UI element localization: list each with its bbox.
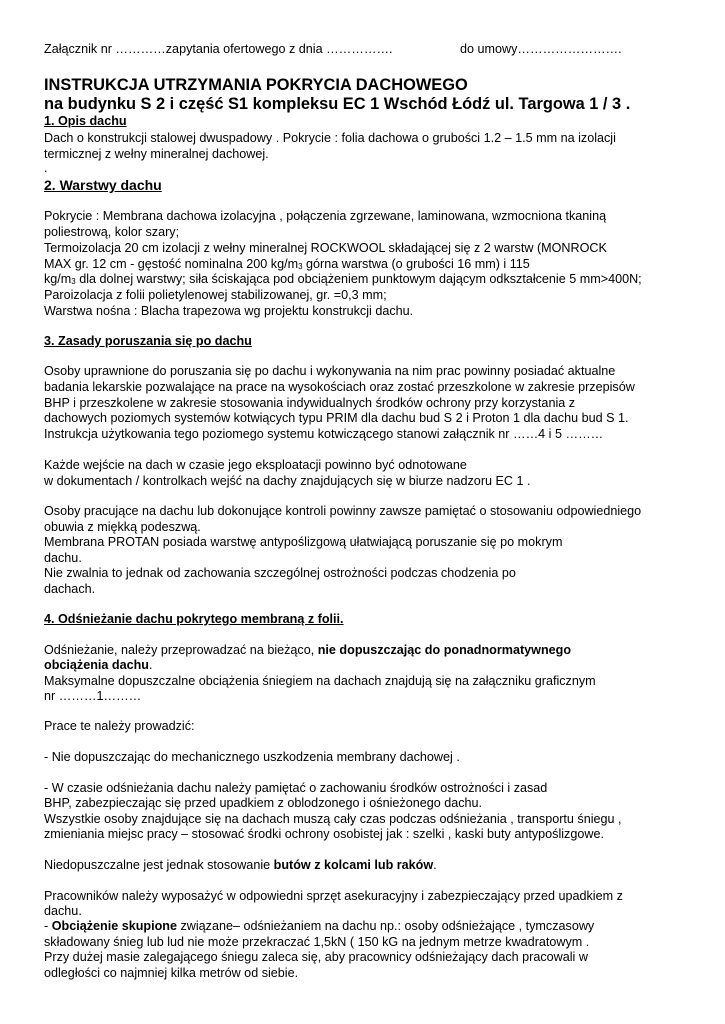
section3-text-line: dachach. — [44, 582, 96, 596]
section4-text-line: Niedopuszczalne jest jednak stosowanie butów z kolcami lub raków. — [44, 858, 437, 872]
section4-text-line: Wszystkie osoby znajdujące się na dachach muszą cały czas podczas odśnieżania , transportu śniegu , — [44, 812, 622, 826]
section1-dot: . — [44, 161, 48, 175]
section1-text-line: Dach o konstrukcji stalowej dwuspadowy . Pokrycie : folia dachowa o grubości 1.2 – 1.5 mm na izolacji — [44, 131, 616, 145]
section2-text-line: poliestrową, kolor szary; — [44, 225, 180, 239]
attachment-header-left: Załącznik nr …………zapytania ofertowego z dnia ……………. — [44, 42, 393, 56]
section1-text-line: termicznej z wełny mineralnej dachowej. — [44, 147, 269, 161]
section4-text-line: - Nie dopuszczając do mechanicznego uszkodzenia membrany dachowej . — [44, 750, 460, 764]
section3-text-line: BHP i przeszkolene w zakresie stosowania indywidualnych środków ochrony przy korzystania z — [44, 396, 576, 410]
section3-heading: 3. Zasady poruszania się po dachu — [44, 334, 252, 348]
section2-text-line: Termoizolacja 20 cm izolacji z wełny mineralnej ROCKWOOL składającej się z 2 warstw (MONROCK — [44, 241, 607, 255]
section3-text-line: Instrukcja użytkowania tego poziomego systemu kotwiczącego stanowi załącznik nr ……4 i 5 ……… — [44, 427, 604, 441]
document-title-line1: INSTRUKCJA UTRZYMANIA POKRYCIA DACHOWEGO — [44, 76, 468, 94]
emphasis-text: obciążenia dachu — [44, 658, 149, 672]
section3-text-line: Osoby uprawnione do poruszania się po dachu i wykonywania na nim prac powinny posiadać aktualne — [44, 364, 616, 378]
section4-text-line: Pracowników należy wyposażyć w odpowiedni sprzęt asekuracyjny i zabezpieczający przed upadkiem z — [44, 889, 623, 903]
section2-text-line: Paroizolacja z folii polietylenowej stabilizowanej, gr. =0,3 mm; — [44, 288, 387, 302]
section3-text-line: badania lekarskie pozwalające na prace na wysokościach oraz zostać przeszkolone w zakresie przepisów — [44, 380, 635, 394]
section2-text-line: MAX gr. 12 cm - gęstość nominalna 200 kg/m3 górna warstwa (o grubości 16 mm) i 115 — [44, 257, 530, 271]
section2-text-line: Pokrycie : Membrana dachowa izolacyjna , połączenia zgrzewane, laminowana, wzmocniona tkaniną — [44, 209, 607, 223]
document-title-line2: na budynku S 2 i część S1 kompleksu EC 1 Wschód Łódź ul. Targowa 1 / 3 . — [44, 95, 631, 113]
section3-text-line: w dokumentach / kontrolkach wejść na dachy znajdujących się w biurze nadzoru EC 1 . — [44, 474, 531, 488]
section2-heading: 2. Warstwy dachu — [44, 177, 162, 193]
section2-text-line: kg/m3 dla dolnej warstwy; siła ściskająca pod obciążeniem punktowym dającym odkształcenie 5 mm>400N; — [44, 272, 642, 286]
section4-text-line: - Obciążenie skupione związane– odśnieżaniem na dachu np.: osoby odśnieżające , tymczasowy — [44, 919, 595, 933]
section4-text-line: Prace te należy prowadzić: — [44, 719, 195, 733]
section4-text-line: Maksymalne dopuszczalne obciążenia śniegiem na dachach znajdują się na załączniku graficznym — [44, 674, 596, 688]
section3-text-line: Każde wejście na dach w czasie jego eksploatacji powinno być odnotowane — [44, 458, 467, 472]
section3-text-line: Nie zwalnia to jednak od zachowania szczególnej ostrożności podczas chodzenia po — [44, 566, 516, 580]
section4-heading: 4. Odśnieżanie dachu pokrytego membraną z folii. — [44, 612, 344, 626]
emphasis-text: butów z kolcami lub raków — [273, 858, 434, 872]
section4-text-line: zmieniania miejsc pracy – stosować środki ochrony osobistej jak : szelki , kaski buty antypoślizgowe. — [44, 827, 604, 841]
section3-text-line: obuwia z miękką podeszwą. — [44, 520, 201, 534]
section4-text-line: - W czasie odśnieżania dachu należy pamiętać o zachowaniu środków ostrożności i zasad — [44, 781, 548, 795]
section3-text-line: Osoby pracujące na dachu lub dokonujące kontroli powinny zawsze pamiętać o stosowaniu odpowiedniego — [44, 504, 642, 518]
section4-text-line: BHP, zabezpieczając się przed upadkiem z oblodzonego i ośnieżonego dachu. — [44, 796, 483, 810]
section4-text-line: odległości co najmniej kilka metrów od siebie. — [44, 966, 299, 980]
section4-text-line: obciążenia dachu. — [44, 658, 153, 672]
section3-text-line: dachu. — [44, 551, 82, 565]
emphasis-text: Obciążenie skupione — [51, 919, 177, 933]
section4-text-line: Przy dużej masie zalegającego śniegu zaleca się, aby pracownicy odśnieżający dach pracowali w — [44, 950, 588, 964]
section4-text-line: składowany śnieg lub lud nie może przekraczać 1,5kN ( 150 kG na jednym metrze kwadratowym . — [44, 935, 590, 949]
section2-text-line: Warstwa nośna : Blacha trapezowa wg projektu konstrukcji dachu. — [44, 304, 414, 318]
section3-text-line: Membrana PROTAN posiada warstwę antypoślizgową ułatwiającą poruszanie się po mokrym — [44, 535, 563, 549]
section4-text-line: dachu. — [44, 904, 82, 918]
section4-text-line: Odśnieżanie, należy przeprowadzać na bieżąco, nie dopuszczając do ponadnormatywnego — [44, 643, 572, 657]
section3-text-line: dachowych poziomych systemów kotwiących typu PRIM dla dachu bud S 2 i Proton 1 dla dachu bud S 1. — [44, 411, 629, 425]
attachment-header — [44, 42, 622, 58]
section1-heading: 1. Opis dachu — [44, 114, 127, 128]
emphasis-text: nie dopuszczając do ponadnormatywnego — [317, 643, 572, 657]
section4-text-line: nr ………1……… — [44, 689, 142, 703]
attachment-header-right: do umowy……………………. — [460, 42, 622, 56]
